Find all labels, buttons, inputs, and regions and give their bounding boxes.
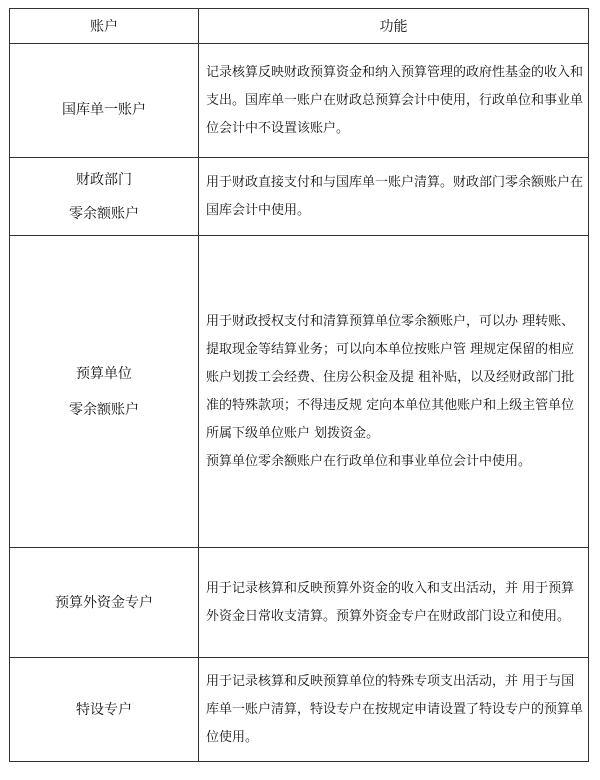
function-text: 记录核算反映财政预算资金和纳入预算管理的政府性基金的收入和支出。国库单一账户在财政总预算会计中使用，行政单位和事业单位会计中不设置该账户。 bbox=[206, 64, 584, 136]
account-name-line-2: 零余额账户 bbox=[69, 205, 139, 222]
account-cell bbox=[10, 658, 199, 762]
table-row bbox=[10, 44, 589, 158]
table-row bbox=[10, 158, 589, 236]
table-row bbox=[10, 658, 589, 762]
function-text: 用于记录核算和反映预算外资金的收入和支出活动，并 用于预算外资金日常收支清算。预算外资金专户在财政部门设立和使用。 bbox=[206, 580, 575, 624]
account-name-line-2: 零余额账户 bbox=[69, 401, 139, 418]
header-account: 账户 bbox=[10, 9, 199, 44]
account-name: 国库单一账户 bbox=[62, 101, 146, 118]
account-function-table bbox=[9, 8, 589, 762]
function-cell bbox=[199, 236, 589, 548]
table-row bbox=[10, 548, 589, 658]
account-name: 特设专户 bbox=[76, 701, 132, 718]
account-cell bbox=[10, 44, 199, 158]
header-function: 功能 bbox=[199, 9, 589, 44]
account-cell bbox=[10, 158, 199, 236]
function-text: 预算单位零余额账户在行政单位和事业单位会计中使用。 bbox=[206, 453, 532, 469]
function-cell bbox=[199, 658, 589, 762]
account-cell bbox=[10, 548, 199, 658]
function-cell bbox=[199, 158, 589, 236]
function-text: 用于记录核算和反映预算单位的特殊专项支出活动，并 用于与国库单一账户清算，特设专户在按规定申请设置了特设专户的预算单位使用。 bbox=[206, 673, 584, 745]
table-row bbox=[10, 236, 589, 548]
account-cell bbox=[10, 236, 199, 548]
table-header-row bbox=[10, 9, 589, 44]
function-cell bbox=[199, 44, 589, 158]
function-text: 用于财政直接支付和与国库单一账户清算。财政部门零余额账户在国库会计中使用。 bbox=[206, 174, 584, 218]
account-name-line-1: 预算单位 bbox=[76, 365, 132, 382]
account-name-line-1: 财政部门 bbox=[76, 171, 132, 188]
account-name: 预算外资金专户 bbox=[55, 594, 153, 611]
function-cell bbox=[199, 548, 589, 658]
function-text: 用于财政授权支付和清算预算单位零余额账户，可以办 理转账、提取现金等结算业务；可以向本单位按账户管 理规定保留的相应账户划拨工会经费、住房公积金及提 租补贴，以及经财政部门批准的特殊款项；不得违反规 定向本单位其他账户和上级主管单位所属下级单位账户 划拨资金。 bbox=[206, 313, 575, 441]
